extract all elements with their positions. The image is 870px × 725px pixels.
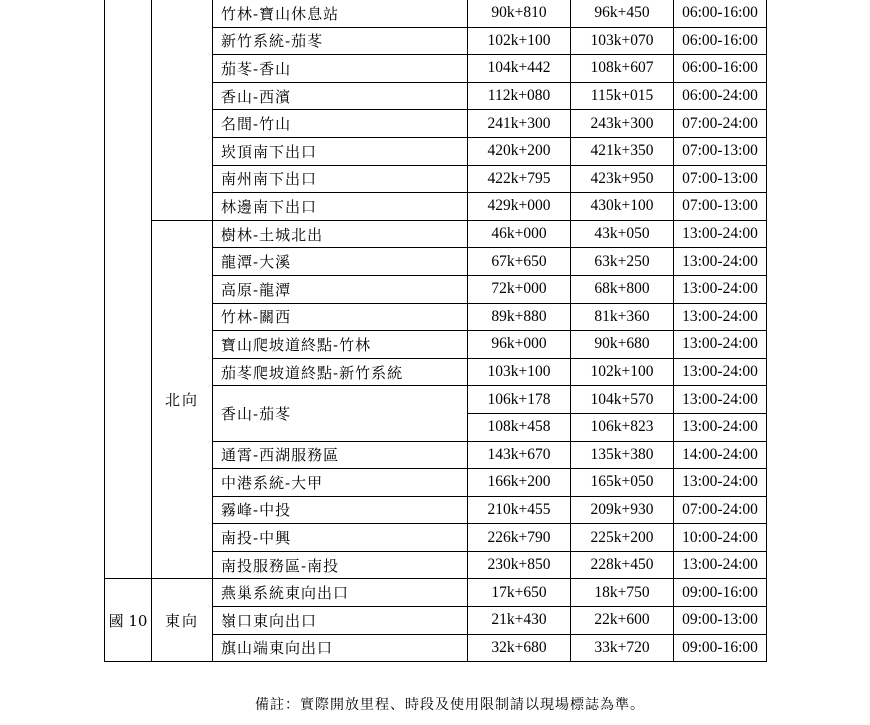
time-cell: 06:00-16:00 bbox=[674, 55, 767, 83]
time-cell: 13:00-24:00 bbox=[674, 275, 767, 303]
time-cell: 06:00-16:00 bbox=[674, 27, 767, 55]
direction-cell: 北向 bbox=[152, 220, 213, 579]
time-cell: 10:00-24:00 bbox=[674, 524, 767, 552]
time-cell: 13:00-24:00 bbox=[674, 386, 767, 414]
section-cell: 寶山爬坡道終點-竹林 bbox=[213, 331, 468, 359]
start-mileage-cell: 230k+850 bbox=[468, 551, 571, 579]
section-cell: 南投服務區-南投 bbox=[213, 551, 468, 579]
start-mileage-cell: 112k+080 bbox=[468, 82, 571, 110]
section-cell: 竹林-寶山休息站 bbox=[213, 0, 468, 27]
time-cell: 14:00-24:00 bbox=[674, 441, 767, 469]
start-mileage-cell: 241k+300 bbox=[468, 110, 571, 138]
time-cell: 07:00-24:00 bbox=[674, 496, 767, 524]
section-cell: 茄苳-香山 bbox=[213, 55, 468, 83]
end-mileage-cell: 423k+950 bbox=[571, 165, 674, 193]
end-mileage-cell: 18k+750 bbox=[571, 579, 674, 607]
section-cell: 樹林-土城北出 bbox=[213, 220, 468, 248]
time-cell: 06:00-16:00 bbox=[674, 0, 767, 27]
time-cell: 13:00-24:00 bbox=[674, 551, 767, 579]
shoulder-open-table bbox=[104, 0, 767, 662]
section-cell: 嶺口東向出口 bbox=[213, 607, 468, 635]
time-cell: 09:00-13:00 bbox=[674, 607, 767, 635]
start-mileage-cell: 108k+458 bbox=[468, 413, 571, 441]
highway-cell: 國 10 bbox=[105, 579, 152, 662]
start-mileage-cell: 32k+680 bbox=[468, 634, 571, 662]
table-row bbox=[105, 220, 767, 248]
time-cell: 07:00-13:00 bbox=[674, 165, 767, 193]
time-cell: 09:00-16:00 bbox=[674, 634, 767, 662]
end-mileage-cell: 63k+250 bbox=[571, 248, 674, 276]
end-mileage-cell: 106k+823 bbox=[571, 413, 674, 441]
end-mileage-cell: 43k+050 bbox=[571, 220, 674, 248]
section-cell: 旗山端東向出口 bbox=[213, 634, 468, 662]
section-cell: 崁頂南下出口 bbox=[213, 137, 468, 165]
start-mileage-cell: 90k+810 bbox=[468, 0, 571, 27]
start-mileage-cell: 72k+000 bbox=[468, 275, 571, 303]
section-cell: 香山-西濱 bbox=[213, 82, 468, 110]
end-mileage-cell: 33k+720 bbox=[571, 634, 674, 662]
end-mileage-cell: 209k+930 bbox=[571, 496, 674, 524]
time-cell: 09:00-16:00 bbox=[674, 579, 767, 607]
start-mileage-cell: 226k+790 bbox=[468, 524, 571, 552]
section-cell: 新竹系統-茄苳 bbox=[213, 27, 468, 55]
start-mileage-cell: 429k+000 bbox=[468, 193, 571, 221]
table-row bbox=[105, 0, 767, 27]
time-cell: 13:00-24:00 bbox=[674, 413, 767, 441]
highway-cell bbox=[105, 0, 152, 579]
time-cell: 13:00-24:00 bbox=[674, 358, 767, 386]
start-mileage-cell: 17k+650 bbox=[468, 579, 571, 607]
start-mileage-cell: 420k+200 bbox=[468, 137, 571, 165]
end-mileage-cell: 108k+607 bbox=[571, 55, 674, 83]
start-mileage-cell: 143k+670 bbox=[468, 441, 571, 469]
direction-cell bbox=[152, 0, 213, 220]
section-cell: 名間-竹山 bbox=[213, 110, 468, 138]
end-mileage-cell: 103k+070 bbox=[571, 27, 674, 55]
time-cell: 13:00-24:00 bbox=[674, 469, 767, 497]
time-cell: 07:00-13:00 bbox=[674, 193, 767, 221]
direction-cell: 東向 bbox=[152, 579, 213, 662]
start-mileage-cell: 67k+650 bbox=[468, 248, 571, 276]
time-cell: 13:00-24:00 bbox=[674, 248, 767, 276]
start-mileage-cell: 422k+795 bbox=[468, 165, 571, 193]
start-mileage-cell: 46k+000 bbox=[468, 220, 571, 248]
end-mileage-cell: 430k+100 bbox=[571, 193, 674, 221]
start-mileage-cell: 106k+178 bbox=[468, 386, 571, 414]
section-cell: 中港系統-大甲 bbox=[213, 469, 468, 497]
start-mileage-cell: 210k+455 bbox=[468, 496, 571, 524]
end-mileage-cell: 228k+450 bbox=[571, 551, 674, 579]
time-cell: 07:00-24:00 bbox=[674, 110, 767, 138]
section-cell: 燕巢系統東向出口 bbox=[213, 579, 468, 607]
table-row bbox=[105, 579, 767, 607]
section-cell: 林邊南下出口 bbox=[213, 193, 468, 221]
end-mileage-cell: 102k+100 bbox=[571, 358, 674, 386]
start-mileage-cell: 102k+100 bbox=[468, 27, 571, 55]
section-cell: 茄苳爬坡道終點-新竹系統 bbox=[213, 358, 468, 386]
end-mileage-cell: 104k+570 bbox=[571, 386, 674, 414]
end-mileage-cell: 225k+200 bbox=[571, 524, 674, 552]
end-mileage-cell: 135k+380 bbox=[571, 441, 674, 469]
time-cell: 06:00-24:00 bbox=[674, 82, 767, 110]
section-cell: 霧峰-中投 bbox=[213, 496, 468, 524]
section-cell: 香山-茄苳 bbox=[213, 386, 468, 441]
section-cell: 龍潭-大溪 bbox=[213, 248, 468, 276]
end-mileage-cell: 165k+050 bbox=[571, 469, 674, 497]
end-mileage-cell: 96k+450 bbox=[571, 0, 674, 27]
section-cell: 高原-龍潭 bbox=[213, 275, 468, 303]
footnote: 備註：實際開放里程、時段及使用限制請以現場標誌為準。 bbox=[255, 697, 645, 713]
section-cell: 南投-中興 bbox=[213, 524, 468, 552]
end-mileage-cell: 22k+600 bbox=[571, 607, 674, 635]
end-mileage-cell: 243k+300 bbox=[571, 110, 674, 138]
time-cell: 07:00-13:00 bbox=[674, 137, 767, 165]
time-cell: 13:00-24:00 bbox=[674, 303, 767, 331]
table-body bbox=[105, 0, 767, 662]
start-mileage-cell: 89k+880 bbox=[468, 303, 571, 331]
start-mileage-cell: 103k+100 bbox=[468, 358, 571, 386]
time-cell: 13:00-24:00 bbox=[674, 331, 767, 359]
section-cell: 竹林-關西 bbox=[213, 303, 468, 331]
section-cell: 南州南下出口 bbox=[213, 165, 468, 193]
start-mileage-cell: 21k+430 bbox=[468, 607, 571, 635]
start-mileage-cell: 96k+000 bbox=[468, 331, 571, 359]
start-mileage-cell: 166k+200 bbox=[468, 469, 571, 497]
section-cell: 通霄-西湖服務區 bbox=[213, 441, 468, 469]
start-mileage-cell: 104k+442 bbox=[468, 55, 571, 83]
end-mileage-cell: 81k+360 bbox=[571, 303, 674, 331]
time-cell: 13:00-24:00 bbox=[674, 220, 767, 248]
end-mileage-cell: 90k+680 bbox=[571, 331, 674, 359]
end-mileage-cell: 68k+800 bbox=[571, 275, 674, 303]
end-mileage-cell: 421k+350 bbox=[571, 137, 674, 165]
end-mileage-cell: 115k+015 bbox=[571, 82, 674, 110]
